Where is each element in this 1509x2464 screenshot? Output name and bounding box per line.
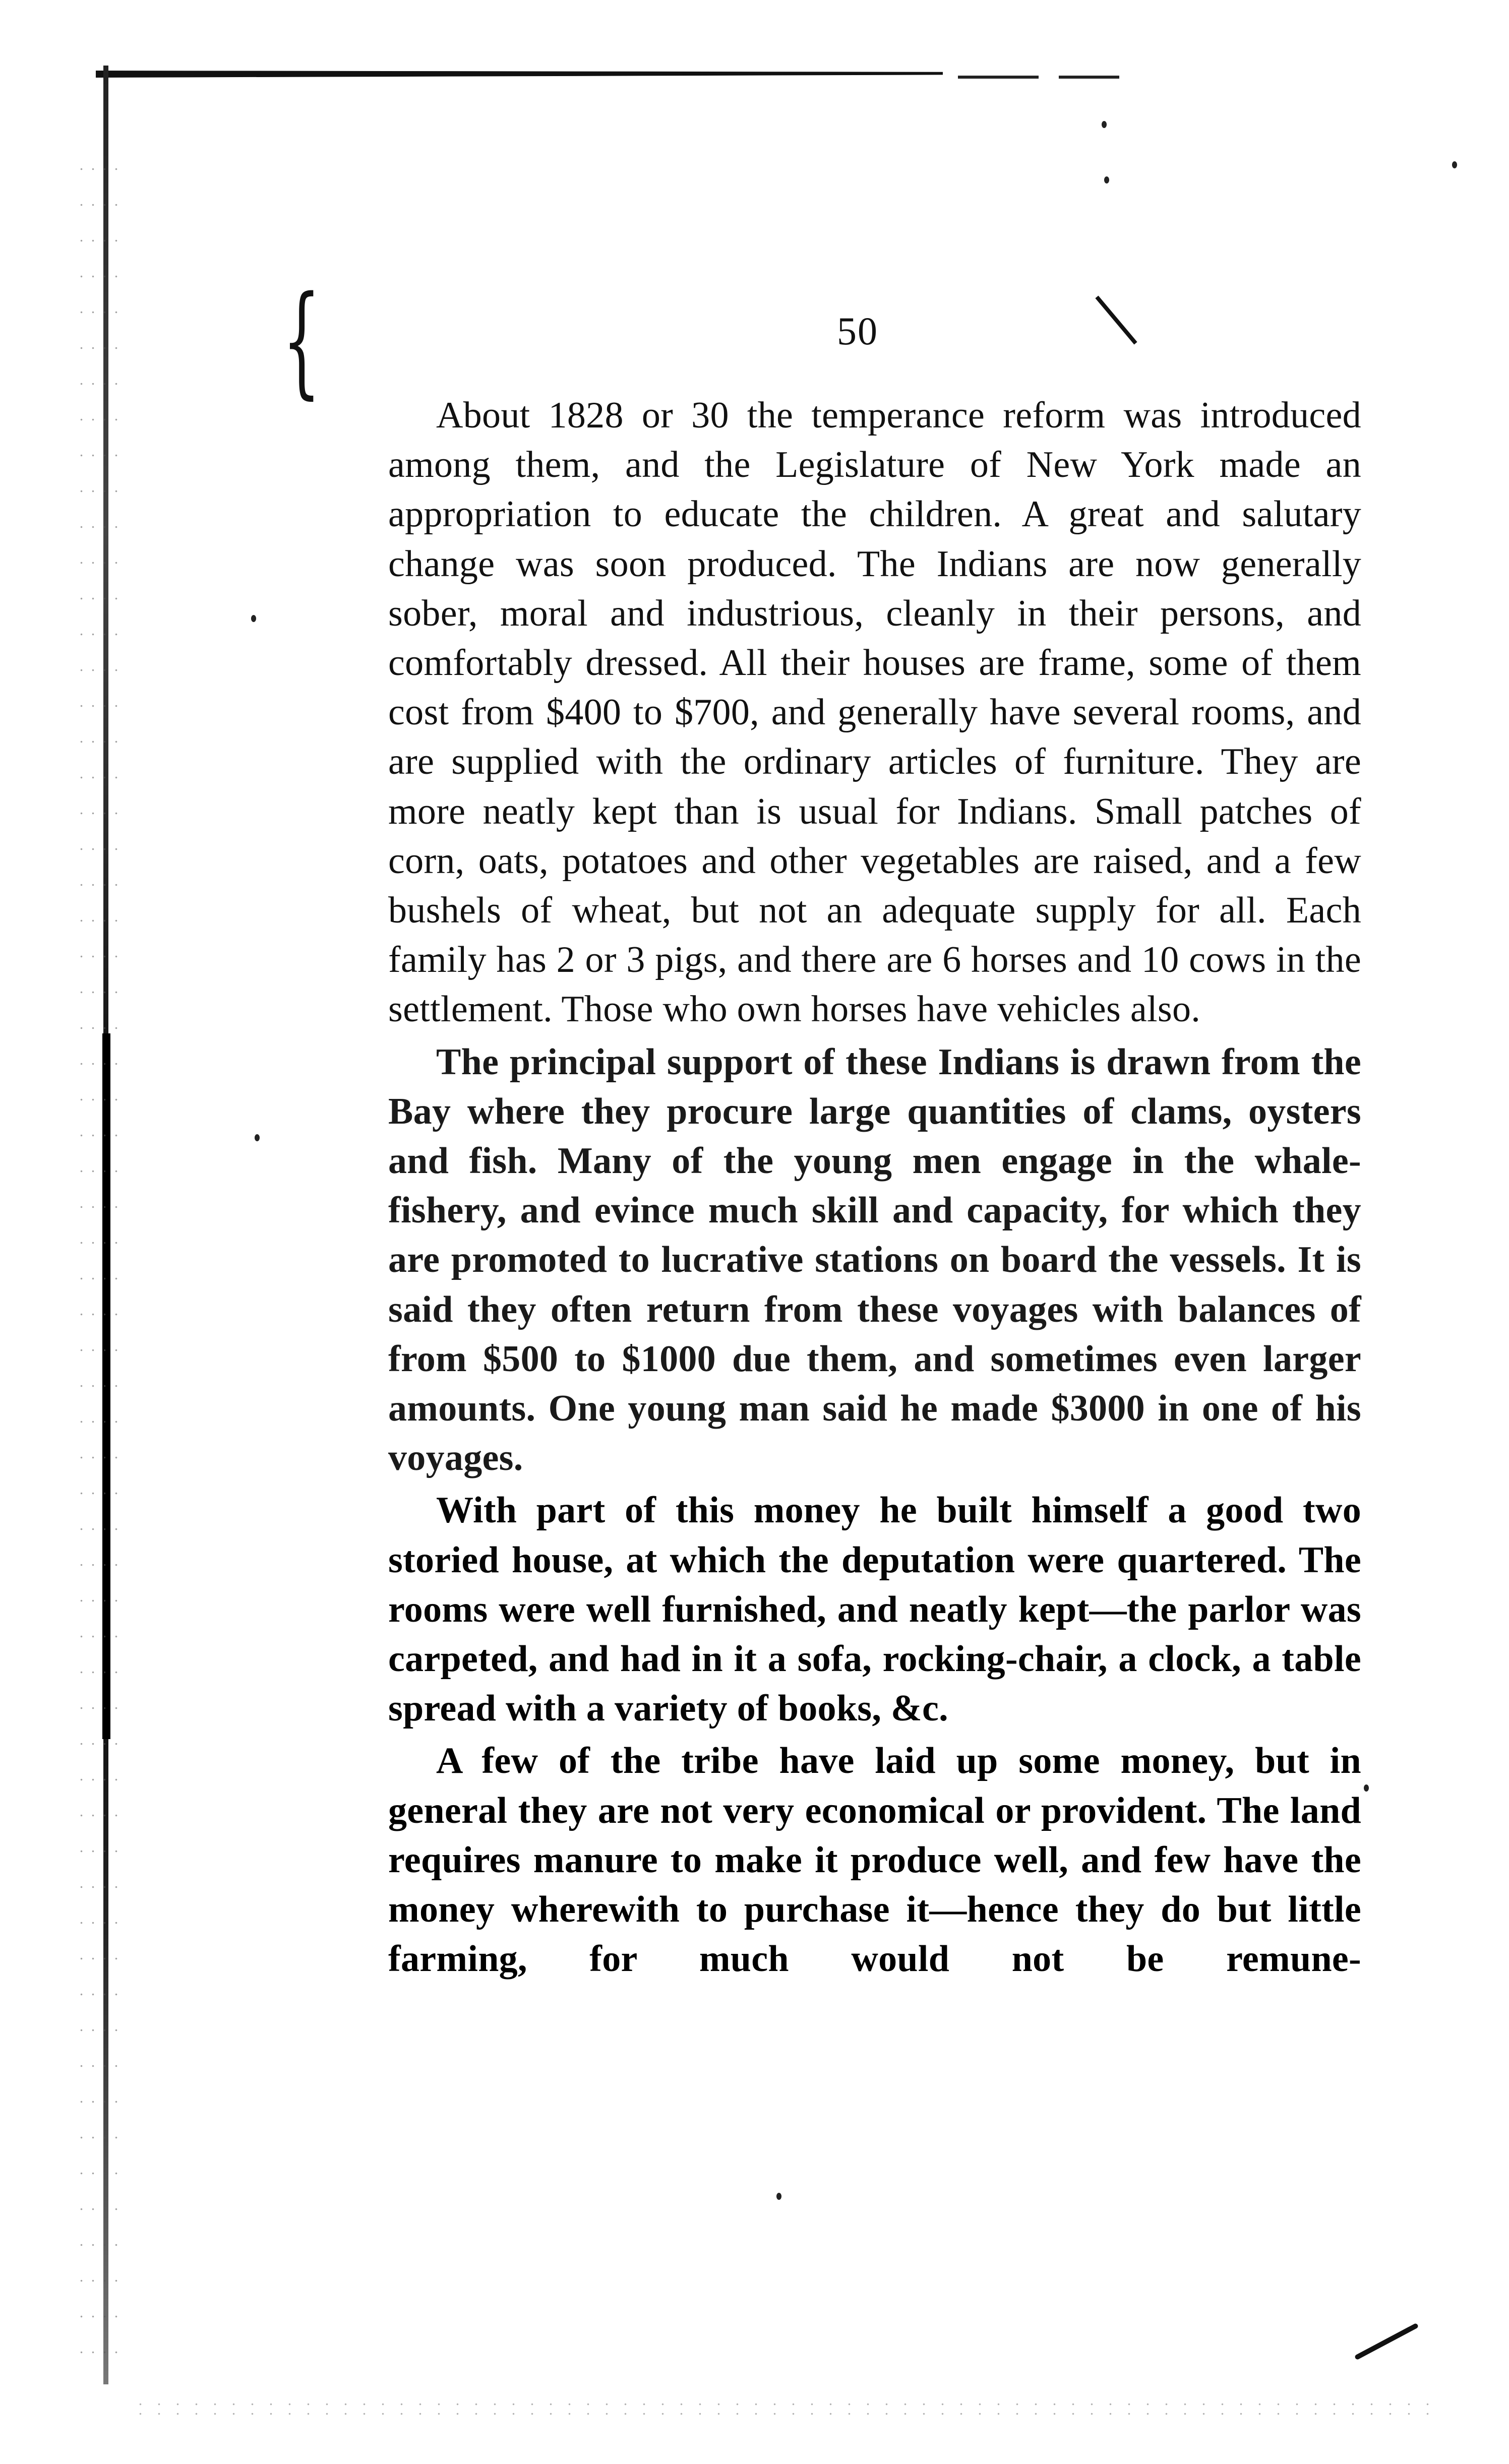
paragraph-2: The principal support of these Indians is drawn from the Bay where they procure large quantities of clams, oysters and fish. Many of the young men engage in the whale-fishery, and evince much skill and capacity, for which they are promoted to lucrative stations on board the vessels. It is said they often return from these voyages with balances of from $500 to $1000 due them, and sometimes even larger amounts. One young man said he made $3000 in one of his voyages. [388, 1041, 1361, 1479]
scan-noise-bottom [131, 2399, 1442, 2420]
page-number: 50 [837, 309, 878, 353]
stray-dot [776, 2193, 781, 2200]
paragraph-3: With part of this money he built himself a good two storied house, at which the deputation were quartered. The rooms were well furnished, and neatly kept—the parlor was carpeted, and had in it a sofa, rocking-chair, a clock, a table spread with a variety of books, &c. [388, 1490, 1361, 1730]
paragraph-4: A few of the tribe have laid up some money, but in general they are not very economical or provident. The land requires manure to make it produce well, and few have the money wherewith to purchase it—hence they do but little farming, for much would not be remune- [388, 1740, 1361, 1980]
scan-border-top-dash [958, 76, 1039, 79]
margin-brace-mark: { [282, 270, 321, 411]
scan-noise-left [76, 151, 121, 2369]
scan-border-top [96, 71, 943, 78]
stray-dot [1364, 1784, 1369, 1792]
stray-dot [251, 615, 256, 622]
stray-pen-flourish [1354, 2323, 1419, 2361]
stray-dot [255, 1134, 260, 1141]
stray-dot [1104, 176, 1109, 183]
stray-dot [1452, 161, 1457, 168]
stray-dot [1102, 121, 1107, 128]
body-text [388, 391, 1361, 1987]
scan-border-top-dash [1059, 76, 1119, 79]
stray-pen-mark [1095, 295, 1137, 344]
paragraph-1: About 1828 or 30 the temperance reform was introduced among them, and the Legislature of New York made an appropriation to educate the children. A great and salutary change was soon produced. The Indians are now generally sober, moral and industrious, cleanly in their persons, and comfortably dressed. All their houses are frame, some of them cost from $400 to $700, and generally have several rooms, and are supplied with the ordinary articles of furniture. They are more neatly kept than is usual for Indians. Small patches of corn, oats, potatoes and other vegetables are raised, and a few bushels of wheat, but not an adequate supply for all. Each family has 2 or 3 pigs, and there are 6 horses and 10 cows in the settlement. Those who own horses have vehicles also. [388, 395, 1361, 1030]
